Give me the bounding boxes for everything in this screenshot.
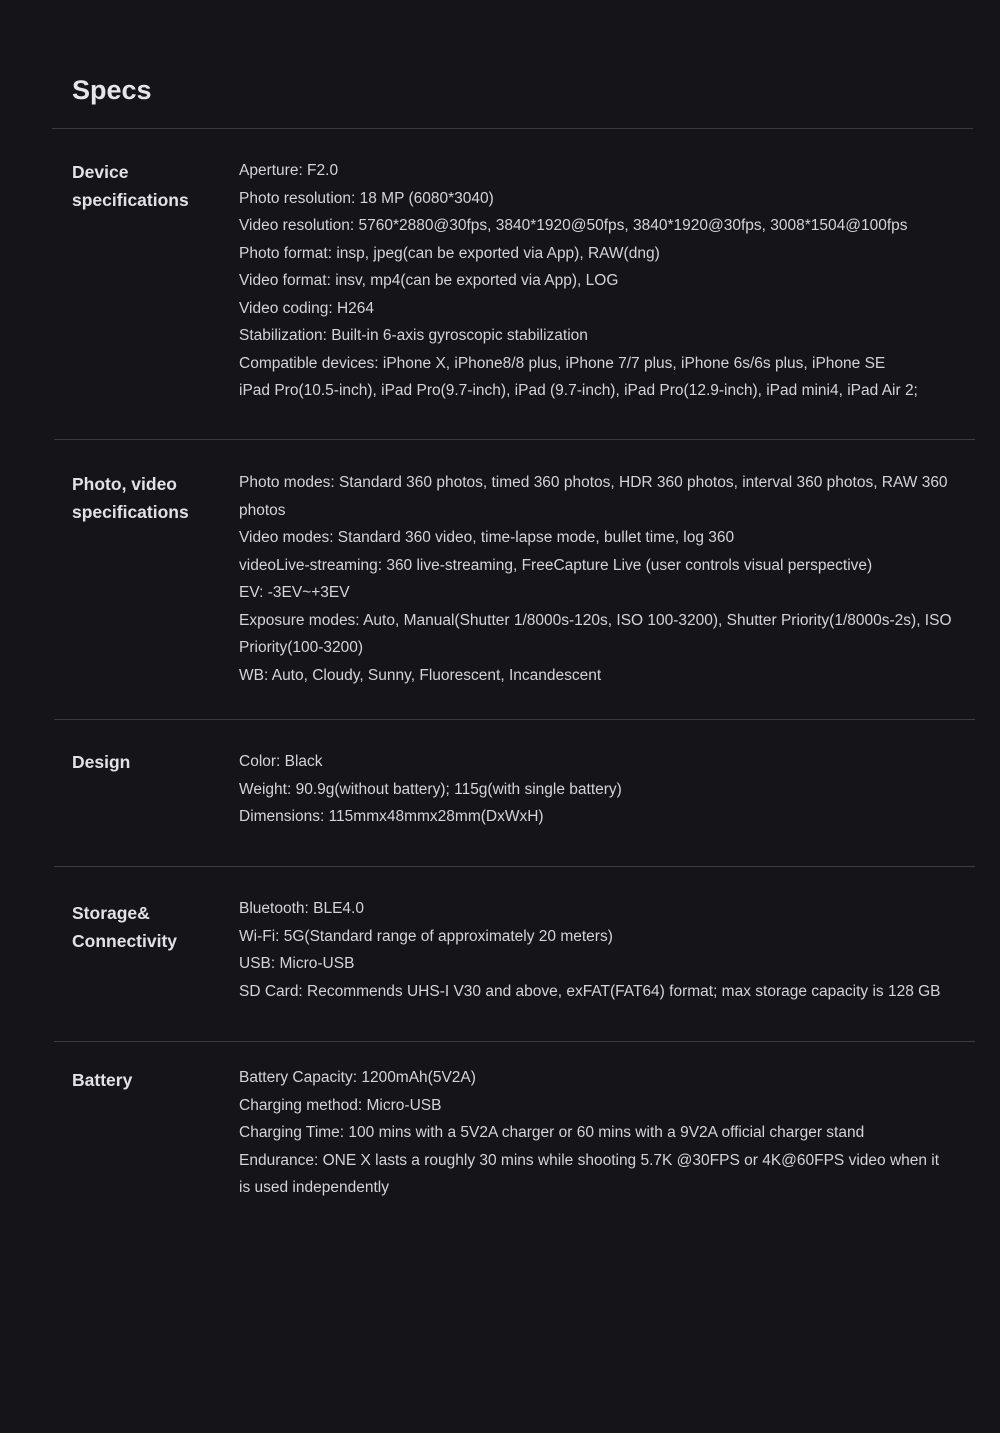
spec-line: Color: Black <box>239 753 323 770</box>
spec-line: Photo resolution: 18 MP (6080*3040) <box>239 189 494 207</box>
spec-line: Video modes: Standard 360 video, time-lapse mode, bullet time, log 360 <box>239 529 735 546</box>
spec-line: Stabilization: Built-in 6-axis gyroscopic stabilization <box>239 327 588 344</box>
spec-list <box>239 895 954 1005</box>
spec-line: Endurance: ONE X lasts a roughly 30 mins while shooting 5.7K @30FPS or 4K@60FPS video when it is used independently <box>239 1151 940 1196</box>
section-label: Storage& Connectivity <box>72 903 178 951</box>
spec-list <box>239 748 954 831</box>
spec-line: WB: Auto, Cloudy, Sunny, Fluorescent, Incandescent <box>239 666 602 684</box>
divider <box>54 439 975 440</box>
spec-line: Dimensions: 115mmx48mmx28mm(DxWxH) <box>239 808 544 825</box>
spec-line: Photo format: insp, jpeg(can be exported via App), RAW(dng) <box>239 244 660 262</box>
spec-line: Video coding: H264 <box>239 299 375 317</box>
spec-line: Charging method: Micro-USB <box>239 1096 442 1114</box>
spec-line: EV: -3EV~+3EV <box>239 584 350 601</box>
section-label: Device specifications <box>72 162 189 210</box>
spec-line: Weight: 90.9g(without battery); 115g(with single battery) <box>239 780 622 798</box>
spec-list <box>239 157 954 405</box>
spec-line: USB: Micro-USB <box>239 955 355 972</box>
spec-line: Exposure modes: Auto, Manual(Shutter 1/8000s-120s, ISO 100-3200), Shutter Priority(1/8000s-2s), ISO Priority(100-3200) <box>239 611 952 656</box>
spec-line: Photo modes: Standard 360 photos, timed 360 photos, HDR 360 photos, interval 360 photos, RAW 360 photos <box>239 474 948 519</box>
spec-line: Bluetooth: BLE4.0 <box>239 900 364 917</box>
divider <box>54 1041 975 1042</box>
section-label: Design <box>72 752 131 772</box>
spec-line: SD Card: Recommends UHS-I V30 and above, exFAT(FAT64) format; max storage capacity is 128 GB <box>239 982 941 1000</box>
spec-line: Video resolution: 5760*2880@30fps, 3840*1920@50fps, 3840*1920@30fps, 3008*1504@100fps <box>239 217 908 234</box>
section-label: Battery <box>72 1070 133 1090</box>
spec-line: Compatible devices: iPhone X, iPhone8/8 plus, iPhone 7/7 plus, iPhone 6s/6s plus, iPhone SE <box>239 354 886 372</box>
divider <box>52 128 973 129</box>
spec-line: Charging Time: 100 mins with a 5V2A charger or 60 mins with a 9V2A official charger stand <box>239 1124 865 1141</box>
spec-list <box>239 1064 954 1202</box>
section-label: Photo, video specifications <box>72 474 189 522</box>
spec-line: Video format: insv, mp4(can be exported via App), LOG <box>239 272 619 289</box>
spec-line: Aperture: F2.0 <box>239 162 339 179</box>
divider <box>54 866 975 867</box>
spec-line: Battery Capacity: 1200mAh(5V2A) <box>239 1069 476 1086</box>
spec-list <box>239 469 954 689</box>
page-title: Specs <box>72 75 152 105</box>
spec-line: Wi-Fi: 5G(Standard range of approximately 20 meters) <box>239 927 613 945</box>
spec-line: iPad Pro(10.5-inch), iPad Pro(9.7-inch), iPad (9.7-inch), iPad Pro(12.9-inch), iPad mini4, iPad Air 2; <box>239 382 918 399</box>
divider <box>54 719 975 720</box>
spec-line: videoLive-streaming: 360 live-streaming, FreeCapture Live (user controls visual perspective) <box>239 556 873 574</box>
